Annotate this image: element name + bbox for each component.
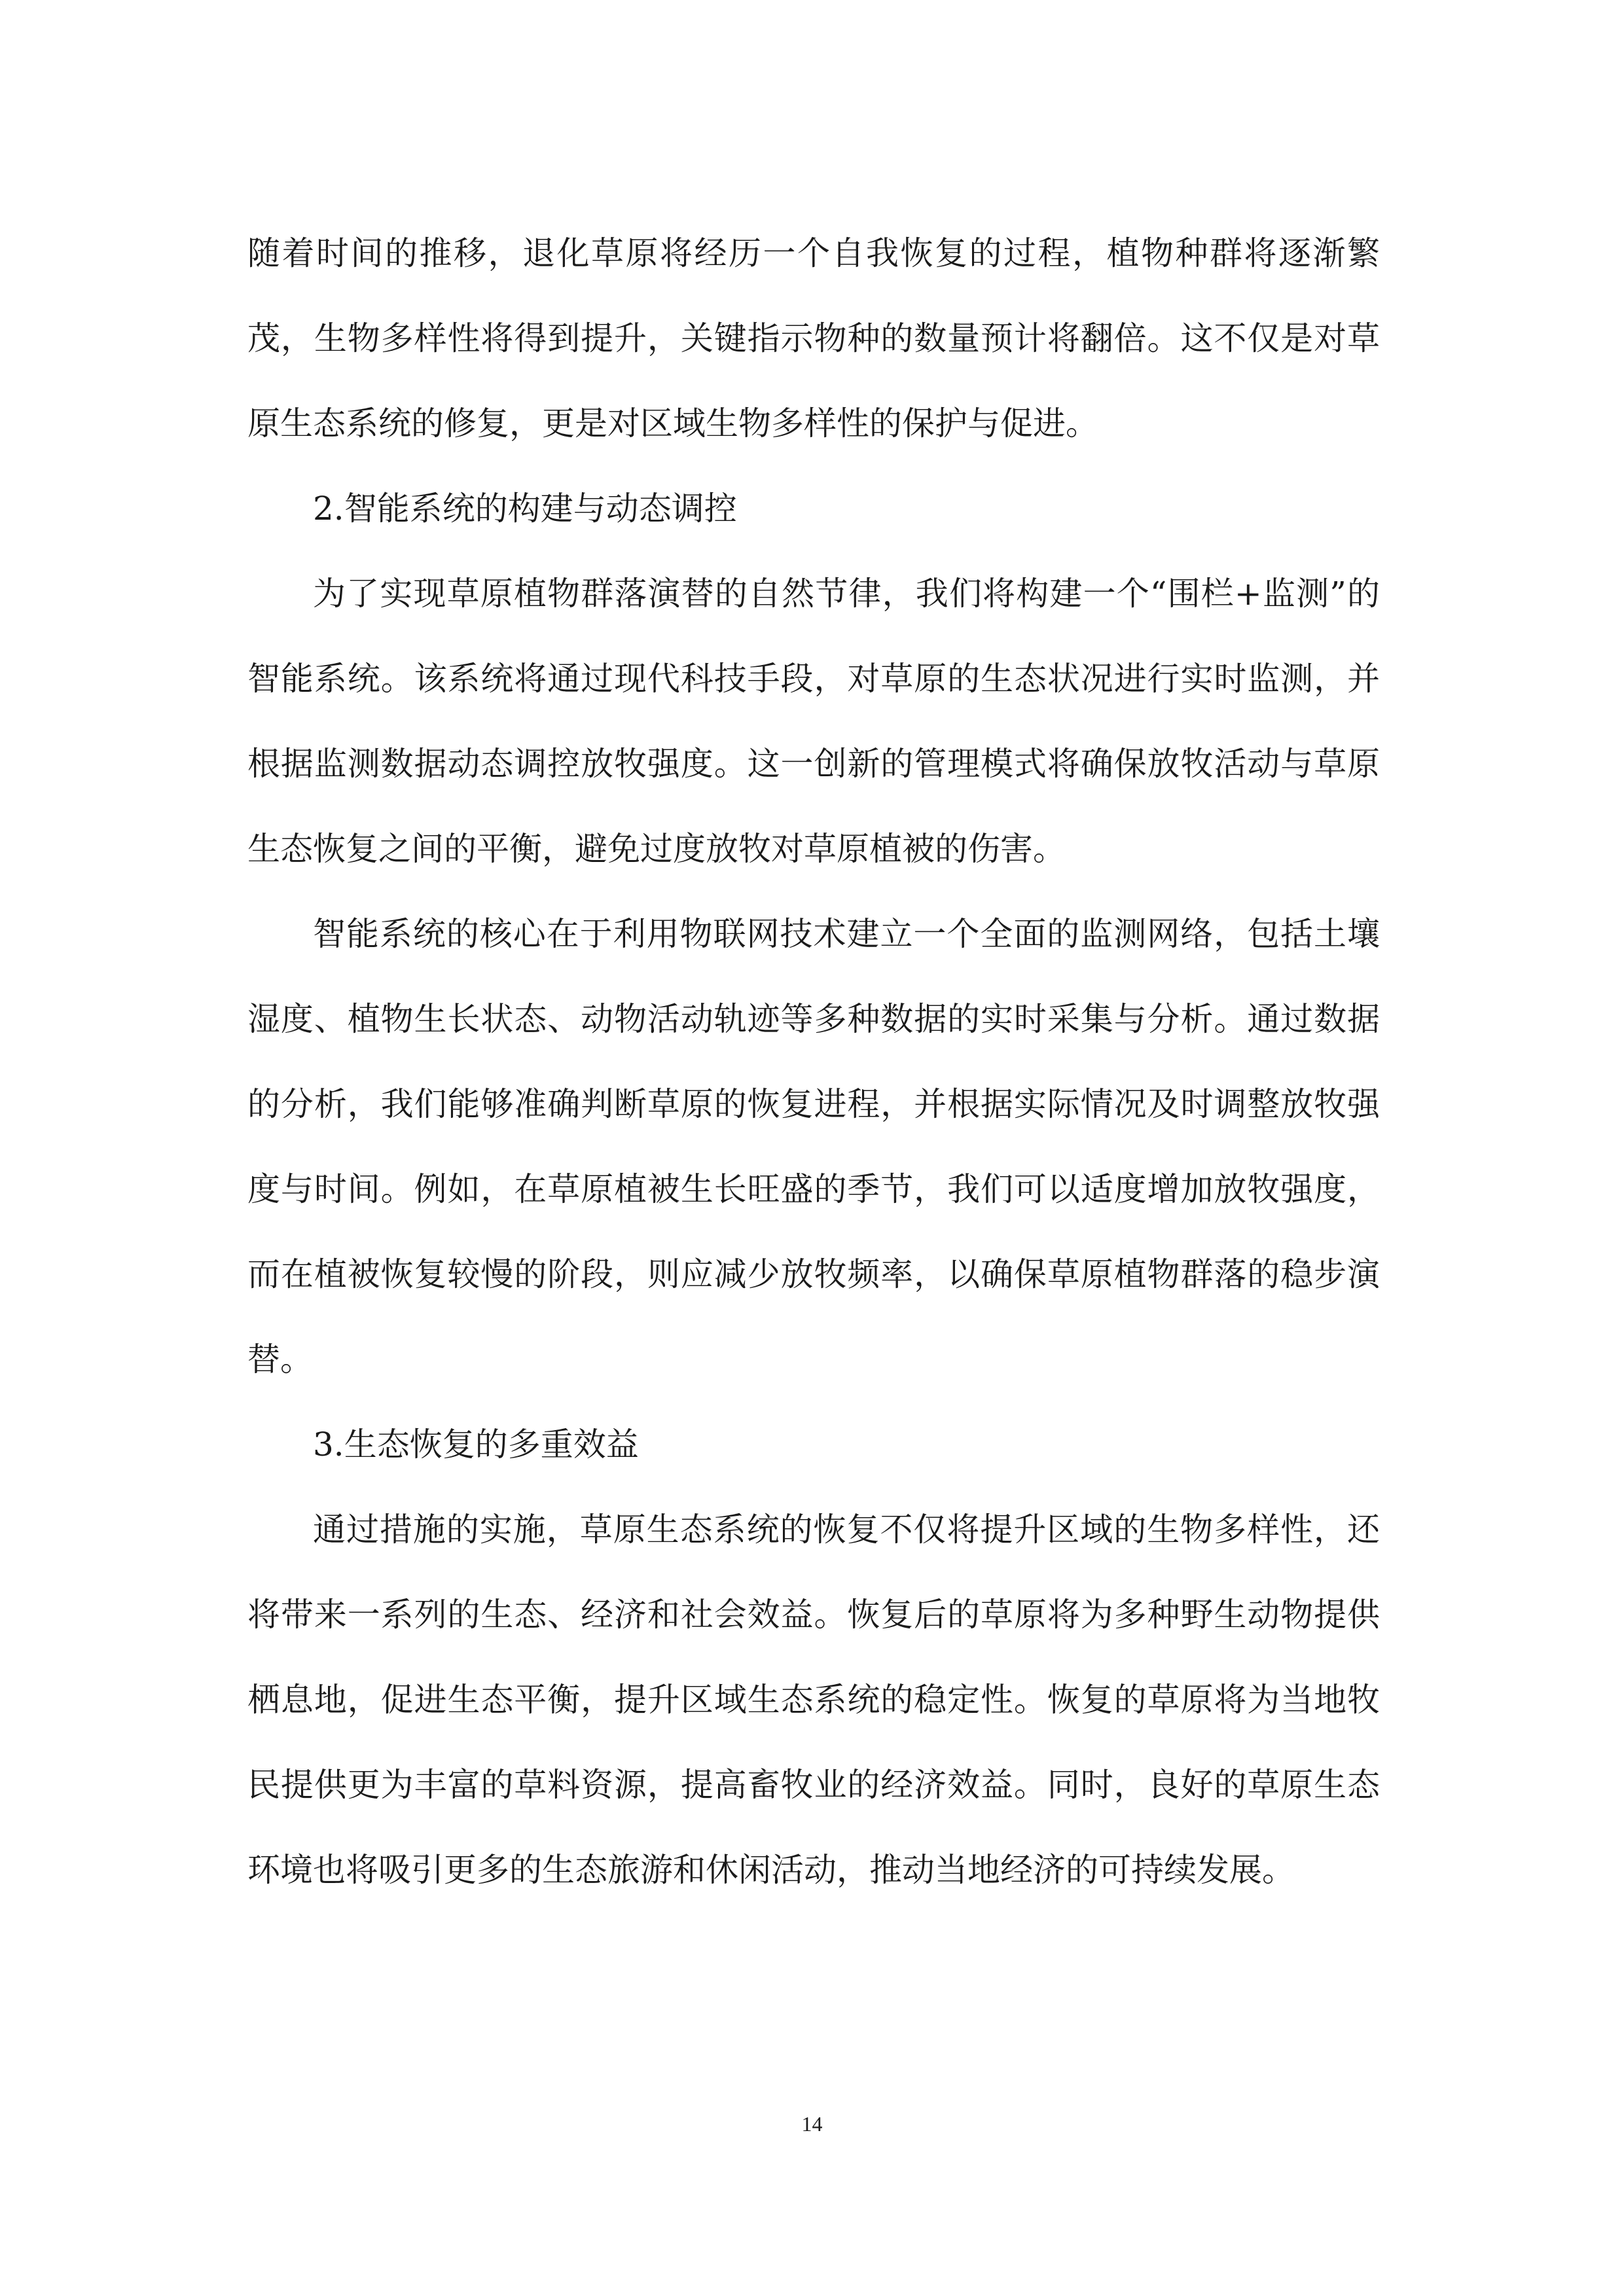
paragraph-smart-system-core: 智能系统的核心在于利用物联网技术建立一个全面的监测网络，包括土壤湿度、植物生长状态、动物活动轨迹等多种数据的实时采集与分析。通过数据的分析，我们能够准确判断草原的恢复进程，并根据实际情况及时调整放牧强度与时间。例如，在草原植被生长旺盛的季节，我们可以适度增加放牧强度，而在植被恢复较慢的阶段，则应减少放牧频率，以确保草原植物群落的稳步演替。 bbox=[247, 915, 1380, 1378]
page-number: 14 bbox=[801, 2112, 823, 2136]
section-heading-3: 3.生态恢复的多重效益 bbox=[313, 1426, 639, 1463]
paragraph-continuation: 随着时间的推移，退化草原将经历一个自我恢复的过程，植物种群将逐渐繁茂，生物多样性将得到提升，关键指示物种的数量预计将翻倍。这不仅是对草原生态系统的修复，更是对区域生物多样性的保护与促进。 bbox=[247, 234, 1380, 442]
section-heading-2: 2.智能系统的构建与动态调控 bbox=[313, 490, 737, 528]
document-body bbox=[247, 211, 1380, 1912]
paragraph-benefits: 通过措施的实施，草原生态系统的恢复不仅将提升区域的生物多样性，还将带来一系列的生态、经济和社会效益。恢复后的草原将为多种野生动物提供栖息地，促进生态平衡，提升区域生态系统的稳定性。恢复的草原将为当地牧民提供更为丰富的草料资源，提高畜牧业的经济效益。同时，良好的草原生态环境也将吸引更多的生态旅游和休闲活动，推动当地经济的可持续发展。 bbox=[247, 1511, 1380, 1889]
paragraph-smart-system-intro: 为了实现草原植物群落演替的自然节律，我们将构建一个“围栏+监测”的智能系统。该系统将通过现代科技手段，对草原的生态状况进行实时监测，并根据监测数据动态调控放牧强度。这一创新的管理模式将确保放牧活动与草原生态恢复之间的平衡，避免过度放牧对草原植被的伤害。 bbox=[247, 575, 1380, 868]
